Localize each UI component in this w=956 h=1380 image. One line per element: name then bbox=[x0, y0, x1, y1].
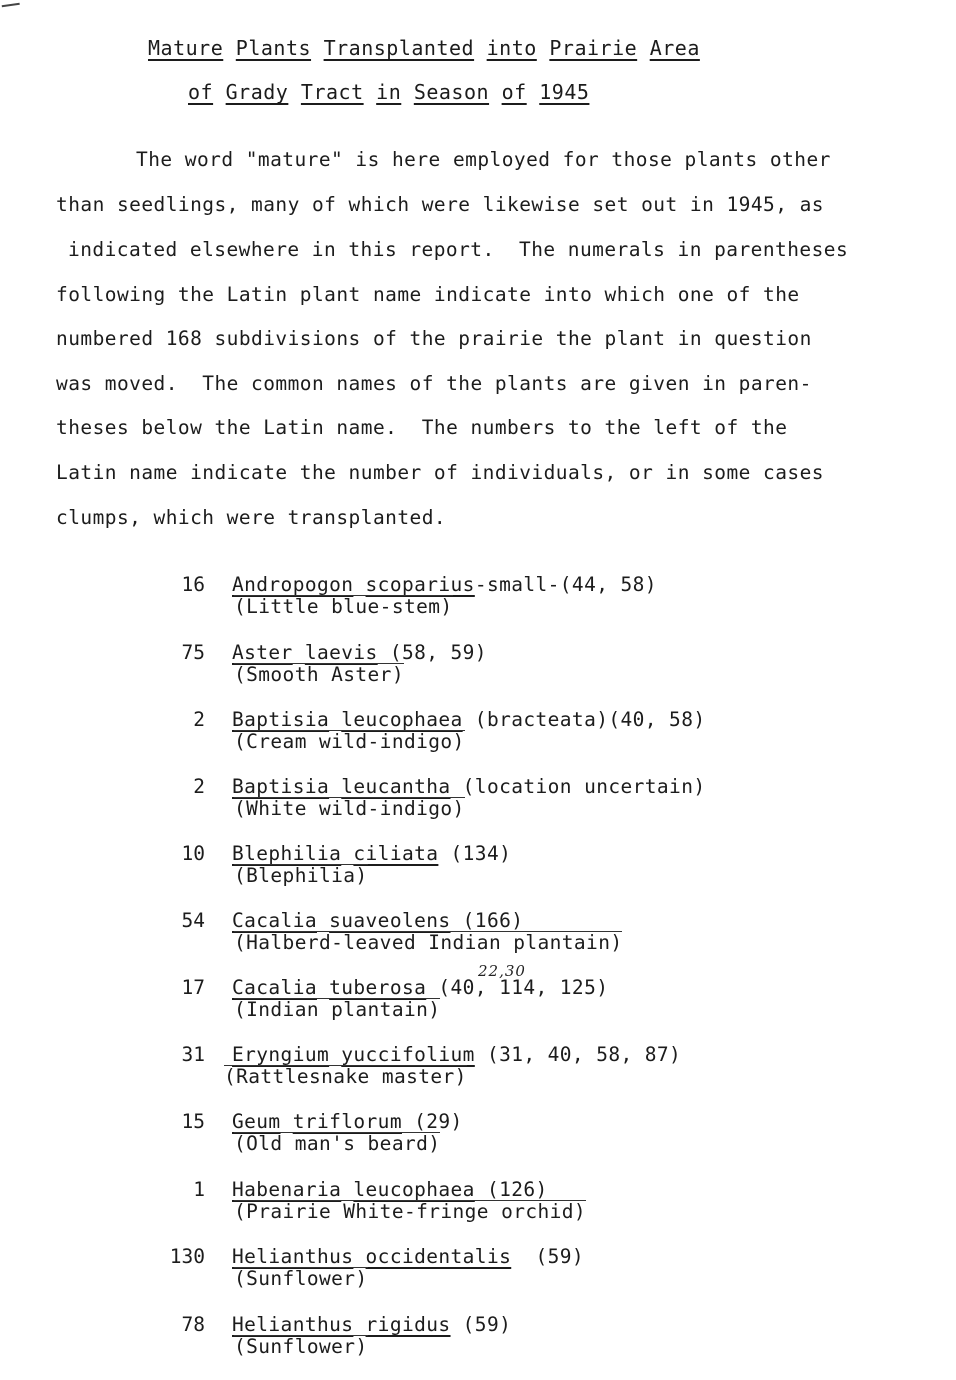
plant-latin-name bbox=[232, 775, 705, 798]
plant-entry bbox=[160, 1110, 860, 1160]
plant-common-name: (Prairie White-fringe orchid) bbox=[234, 1200, 587, 1223]
plant-latin-name bbox=[232, 1245, 584, 1268]
plant-latin-name bbox=[232, 842, 511, 865]
plant-common-name: (Cream wild-indigo) bbox=[234, 730, 465, 753]
plant-latin-name bbox=[232, 573, 657, 596]
intro-line: was moved. The common names of the plants are given in paren- bbox=[56, 372, 812, 395]
title-line-2 bbox=[188, 80, 589, 104]
title-word: Area bbox=[649, 36, 700, 60]
plant-genus: Geum bbox=[232, 1110, 281, 1133]
plant-location: (location uncertain) bbox=[450, 775, 706, 798]
plant-location: (166) bbox=[450, 909, 524, 932]
plant-location: (bracteata)(40, 58) bbox=[462, 708, 706, 731]
plant-location: (126) bbox=[474, 1178, 548, 1201]
plant-count: 10 bbox=[181, 842, 205, 865]
plant-common-name: (Blephilia) bbox=[234, 864, 368, 887]
plant-count: 2 bbox=[193, 775, 205, 798]
plant-latin-name bbox=[232, 976, 608, 999]
plant-location: (40, 114, 125) bbox=[426, 976, 609, 999]
title-line-1 bbox=[148, 36, 700, 60]
plant-count: 130 bbox=[169, 1245, 205, 1268]
title-word: Tract bbox=[300, 80, 364, 104]
plant-latin-name bbox=[232, 1178, 548, 1201]
plant-genus: Cacalia bbox=[232, 909, 317, 932]
title-word: of bbox=[501, 80, 527, 104]
plant-species: triflorum bbox=[292, 1110, 402, 1133]
plant-count: 15 bbox=[181, 1110, 205, 1133]
plant-entry bbox=[160, 708, 860, 758]
plant-species: occidentalis bbox=[365, 1245, 512, 1268]
plant-genus: Cacalia bbox=[232, 976, 317, 999]
title-word: Plants bbox=[235, 36, 312, 60]
plant-latin-name bbox=[232, 641, 487, 664]
plant-count: 75 bbox=[181, 641, 205, 664]
plant-location: (31, 40, 58, 87) bbox=[474, 1043, 682, 1066]
plant-latin-name bbox=[232, 1313, 511, 1336]
corner-pencil-mark bbox=[2, 3, 21, 11]
plant-count: 78 bbox=[181, 1313, 205, 1336]
plant-common-name: (Rattlesnake master) bbox=[224, 1065, 467, 1088]
plant-genus: Aster bbox=[232, 641, 293, 664]
plant-entry bbox=[160, 573, 860, 623]
plant-common-name: (Old man's beard) bbox=[234, 1132, 441, 1155]
plant-common-name: (Halberd-leaved Indian plantain) bbox=[234, 931, 623, 954]
intro-line: than seedlings, many of which were likewise set out in 1945, as bbox=[56, 193, 824, 216]
plant-genus: Baptisia bbox=[232, 708, 330, 731]
plant-entry bbox=[160, 1313, 860, 1363]
intro-line: Latin name indicate the number of individuals, or in some cases bbox=[56, 461, 824, 484]
plant-species: ciliata bbox=[353, 842, 439, 865]
plant-genus: Blephilia bbox=[232, 842, 342, 865]
plant-latin-name bbox=[232, 1110, 463, 1133]
plant-location: (58, 59) bbox=[377, 641, 487, 664]
plant-genus: Eryngium bbox=[232, 1043, 330, 1066]
plant-entry bbox=[160, 962, 860, 1026]
title-word: Transplanted bbox=[323, 36, 475, 60]
plant-entry bbox=[160, 775, 860, 825]
intro-line: following the Latin plant name indicate into which one of the bbox=[56, 283, 800, 306]
plant-common-name: (Indian plantain) bbox=[234, 998, 441, 1021]
intro-line: numbered 168 subdivisions of the prairie the plant in question bbox=[56, 327, 812, 350]
title-word: Season bbox=[413, 80, 490, 104]
plant-location: (59) bbox=[511, 1245, 585, 1268]
plant-count: 31 bbox=[181, 1043, 205, 1066]
plant-species: yuccifolium bbox=[341, 1043, 475, 1066]
plant-common-name: (Sunflower) bbox=[234, 1267, 368, 1290]
plant-entry bbox=[160, 909, 860, 959]
handwritten-annotation: 22,30 bbox=[478, 962, 526, 980]
plant-species: scoparius bbox=[365, 573, 475, 596]
plant-common-name: (Little blue-stem) bbox=[234, 595, 453, 618]
plant-common-name: (White wild-indigo) bbox=[234, 797, 465, 820]
plant-genus: Baptisia bbox=[232, 775, 330, 798]
plant-entry bbox=[160, 1043, 860, 1093]
title-word: Mature bbox=[148, 36, 224, 60]
plant-species: laevis bbox=[304, 641, 378, 664]
intro-line: indicated elsewhere in this report. The numerals in parentheses bbox=[68, 238, 849, 261]
plant-species: leucophaea bbox=[353, 1178, 475, 1201]
plant-common-name: (Smooth Aster) bbox=[234, 663, 404, 686]
plant-location: (134) bbox=[438, 842, 512, 865]
plant-genus: Helianthus bbox=[232, 1245, 354, 1268]
intro-line: theses below the Latin name. The numbers to the left of the bbox=[56, 416, 788, 439]
plant-common-name: (Sunflower) bbox=[234, 1335, 368, 1358]
plant-entry bbox=[160, 1245, 860, 1295]
plant-count: 1 bbox=[193, 1178, 205, 1201]
plant-count: 16 bbox=[181, 573, 205, 596]
plant-latin-name bbox=[232, 1043, 681, 1066]
intro-line: The word "mature" is here employed for those plants other bbox=[136, 148, 831, 171]
plant-location: -small-(44, 58) bbox=[474, 573, 657, 596]
plant-species: tuberosa bbox=[329, 976, 427, 999]
title-word: of bbox=[188, 80, 214, 104]
intro-line: clumps, which were transplanted. bbox=[56, 506, 447, 529]
title-word: Prairie bbox=[549, 36, 638, 60]
plant-genus: Habenaria bbox=[232, 1178, 342, 1201]
plant-location: (59) bbox=[450, 1313, 512, 1336]
plant-entry bbox=[160, 641, 860, 691]
plant-entry bbox=[160, 842, 860, 892]
plant-count: 54 bbox=[181, 909, 205, 932]
plant-genus: Helianthus bbox=[232, 1313, 354, 1336]
plant-entry bbox=[160, 1178, 860, 1228]
plant-location: (29) bbox=[401, 1110, 463, 1133]
plant-species: leucantha bbox=[341, 775, 451, 798]
title-word: 1945 bbox=[539, 80, 590, 104]
plant-species: suaveolens bbox=[329, 909, 451, 932]
plant-count: 2 bbox=[193, 708, 205, 731]
plant-count: 17 bbox=[181, 976, 205, 999]
plant-latin-name bbox=[232, 909, 523, 932]
title-word: in bbox=[376, 80, 402, 104]
plant-species: rigidus bbox=[365, 1313, 451, 1336]
title-word: into bbox=[486, 36, 537, 60]
title-word: Grady bbox=[225, 80, 289, 104]
plant-species: leucophaea bbox=[341, 708, 463, 731]
plant-genus: Andropogon bbox=[232, 573, 354, 596]
plant-latin-name bbox=[232, 708, 705, 731]
